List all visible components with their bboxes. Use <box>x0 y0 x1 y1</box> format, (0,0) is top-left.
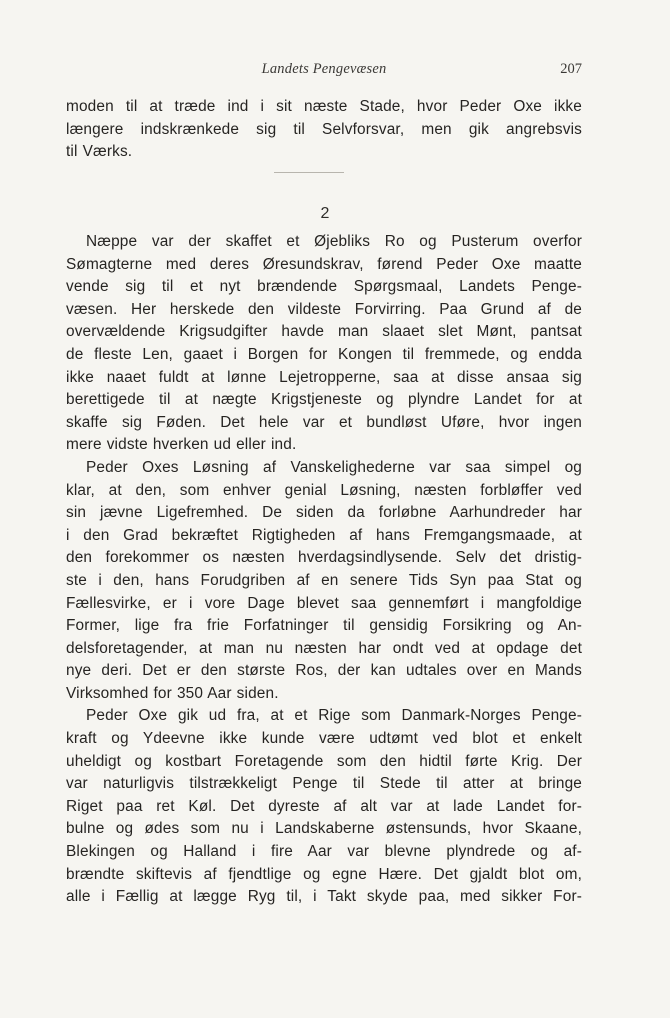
text-line: Sømagterne med deres Øresundskrav, førend Peder Oxe maatte <box>66 255 582 273</box>
running-header <box>66 61 582 81</box>
text-line: væsen. Her herskede den vildeste Forvirring. Paa Grund af de <box>66 300 582 318</box>
text-line: moden til at træde ind i sit næste Stade, hvor Peder Oxe ikke <box>66 98 582 115</box>
text-line: skaffe sig Føden. Det hele var et bundløst Uføre, hvor ingen <box>66 413 582 431</box>
text-line: alle i Fællig at lægge Ryg til, i Takt skyde paa, med sikker For- <box>66 888 582 906</box>
text-line: mere vidste hverken ud eller ind. <box>66 436 297 454</box>
section-number: 2 <box>320 205 330 222</box>
text-line: nye deri. Det er den største Ros, der kan udtales over en Mands <box>66 662 582 680</box>
text-line: brændte skiftevis af fjendtlige og egne Hære. Det gjaldt blot om, <box>66 865 582 883</box>
text-line: Peder Oxe gik ud fra, at et Rige som Danmark-Norges Penge- <box>86 707 582 725</box>
text-line: kraft og Ydeevne ikke kunde være udtømt ved blot et enkelt <box>66 730 582 748</box>
text-line: de fleste Len, gaaet i Borgen for Kongen til fremmede, og endda <box>66 345 582 363</box>
text-line: uheldigt og kostbart Foretagende som den hidtil førte Krig. Der <box>66 752 582 770</box>
text-line: i den Grad bekræftet Rigtigheden af hans Fremgangsmaade, at <box>66 526 582 544</box>
text-line: vende sig til et nyt brændende Spørgsmaal, Landets Penge- <box>66 278 582 296</box>
text-line: Næppe var der skaffet et Øjebliks Ro og Pusterum overfor <box>86 233 582 250</box>
text-line: ikke naaet fuldt at lønne Lejetropperne, saa at disse ansaa sig <box>66 368 582 386</box>
text-line: ste i den, hans Forudgriben af en senere Tids Syn paa Stat og <box>66 571 582 589</box>
running-title: Landets Pengevæsen <box>261 61 387 77</box>
text-line: bulne og ødes som nu i Landskaberne østensunds, hvor Skaane, <box>66 820 582 838</box>
text-line: delsforetagender, at man nu næsten har ondt ved at opdage det <box>66 639 582 657</box>
page-number: 207 <box>560 61 582 77</box>
text-line: Fællesvirke, er i vore Dage blevet saa gennemført i mangfoldige <box>66 594 582 612</box>
text-line: længere indskrænkede sig til Selvforsvar, men gik angrebsvis <box>66 120 582 138</box>
text-line: den forekommer os næsten hverdagsindlysende. Selv det dristig- <box>66 549 582 567</box>
text-line: Former, lige fra frie Forfatninger til gensidig Forsikring og An- <box>66 617 582 635</box>
text-line: var naturligvis tilstrækkeligt Penge til Stede til atter at bringe <box>66 775 582 793</box>
text-line: Virksomhed for 350 Aar siden. <box>66 684 279 702</box>
text-line: Riget paa ret Køl. Det dyreste af alt var at lade Landet for- <box>66 797 582 815</box>
text-line: klar, at den, som enhver genial Løsning, næsten forbløffer ved <box>66 481 582 499</box>
section-divider <box>274 172 344 173</box>
text-line: til Værks. <box>66 143 133 161</box>
paragraph-continuation <box>66 96 582 164</box>
text-line: berettigede til at nægte Krigstjeneste og plyndre Landet for at <box>66 391 582 409</box>
text-line: overvældende Krigsudgifter havde man slaaet slet Mønt, pantsat <box>66 323 582 341</box>
text-line: Blekingen og Halland i fire Aar var blevne plyndrede og af- <box>66 843 582 861</box>
section-body <box>66 231 582 909</box>
text-line: sin jævne Ligefremhed. De siden da forløbne Aarhundreder har <box>66 504 582 522</box>
text-line: Peder Oxes Løsning af Vanskelighederne var saa simpel og <box>86 458 582 476</box>
